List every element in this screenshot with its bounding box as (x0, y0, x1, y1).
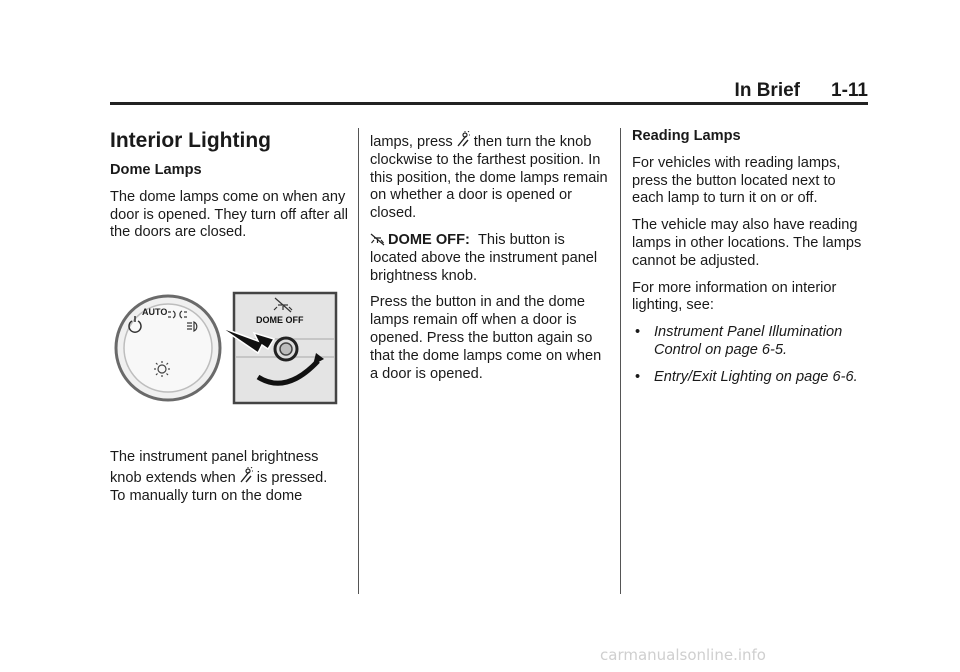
section-heading: Interior Lighting (110, 129, 271, 152)
paragraph: DOME OFF: This button is located above the instrument panel brightness knob. (370, 231, 598, 284)
paragraph: Press the button in and the dome lamps remain off when a door is opened. Press the button again so that the dome lamps come on when a door is opened. (370, 294, 602, 382)
interior-lamp-icon (455, 131, 471, 148)
paragraph: For more information on interior lighting, see: (632, 279, 837, 314)
dome-off-label: DOME OFF: (388, 231, 470, 248)
paragraph: lamps, press then turn the knob clockwise to the farthest position. In this position, the dome lamps remain on whether a door is opened or closed. (370, 131, 608, 223)
subheading-reading-lamps: Reading Lamps (632, 128, 741, 144)
paragraph: To manually turn on the dome (110, 487, 303, 504)
section-title: In Brief (734, 80, 800, 101)
dome-off-button-label: DOME OFF (256, 315, 304, 326)
list-item: • Entry/Exit Lighting on page 6-6. (632, 369, 868, 387)
column-divider (620, 128, 621, 594)
watermark-text: carmanualsonline.info (600, 646, 766, 664)
reference-list (632, 324, 868, 386)
interior-lamp-icon (238, 467, 254, 484)
running-header (110, 80, 868, 104)
column-divider (358, 128, 359, 594)
list-item: • Instrument Panel Illumination Control on page 6-5. (632, 324, 868, 360)
headlamp-control-illustration (110, 291, 338, 405)
column-3 (632, 128, 868, 396)
column-1 (110, 128, 348, 514)
subheading-dome-lamps: Dome Lamps (110, 162, 202, 178)
paragraph: The instrument panel brightness knob extends when is pressed. (110, 448, 328, 486)
paragraph: For vehicles with reading lamps, press the button located next to each lamp to turn it on or off. (632, 154, 841, 207)
header-rule (110, 102, 868, 105)
paragraph: The dome lamps come on when any door is opened. They turn off after all the doors are closed. (110, 188, 348, 241)
column-2 (370, 131, 608, 392)
dome-off-icon (370, 233, 385, 246)
page-number: 1-11 (831, 80, 868, 101)
paragraph: The vehicle may also have reading lamps in other locations. The lamps cannot be adjusted. (632, 217, 862, 269)
knob-auto-label: AUTO (142, 307, 168, 318)
